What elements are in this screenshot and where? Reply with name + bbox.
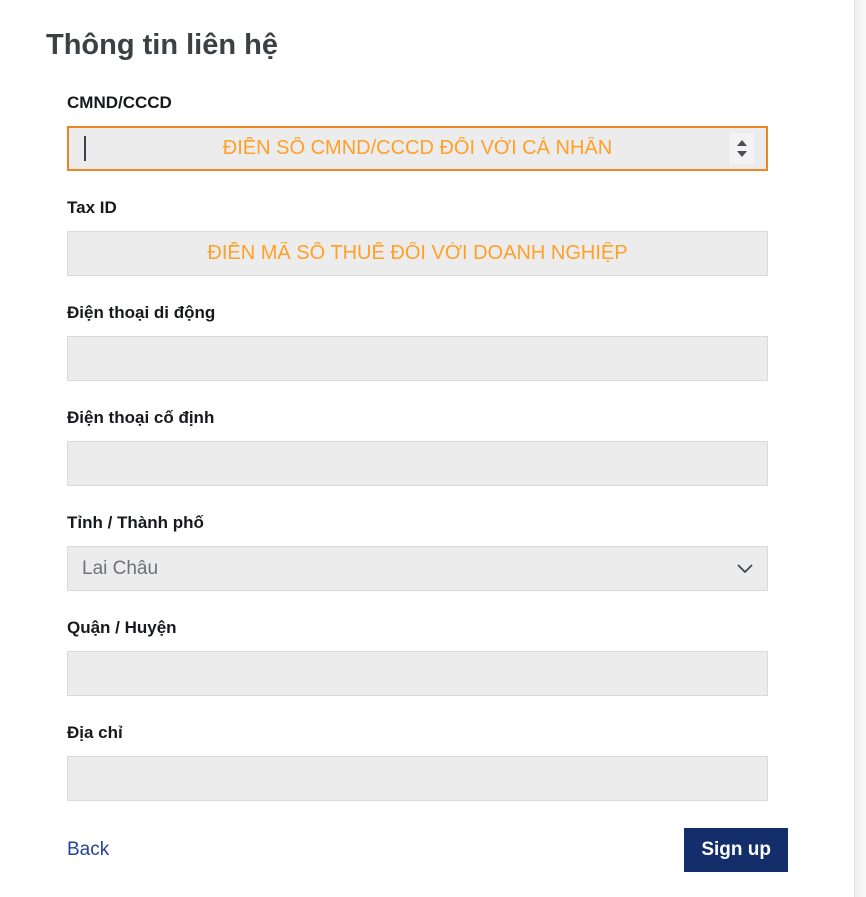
field-group-district bbox=[67, 618, 768, 696]
page-title: Thông tin liên hệ bbox=[46, 29, 278, 61]
cmnd-label: CMND/CCCD bbox=[67, 93, 172, 112]
form-actions bbox=[67, 828, 788, 872]
tax-id-input[interactable] bbox=[67, 231, 768, 276]
cmnd-input[interactable] bbox=[67, 126, 768, 171]
mobile-phone-control bbox=[67, 336, 768, 381]
district-control bbox=[67, 651, 768, 696]
district-label: Quận / Huyện bbox=[67, 618, 177, 637]
address-label: Địa chỉ bbox=[67, 723, 123, 742]
field-group-mobile-phone bbox=[67, 303, 768, 381]
contact-form bbox=[67, 93, 768, 801]
signup-button[interactable]: Sign up bbox=[684, 828, 788, 872]
province-selected-value: Lai Châu bbox=[82, 557, 159, 579]
cmnd-control bbox=[67, 126, 768, 171]
mobile-phone-input[interactable] bbox=[67, 336, 768, 381]
number-spinner[interactable] bbox=[730, 133, 754, 164]
field-group-province bbox=[67, 513, 768, 591]
tax-id-control bbox=[67, 231, 768, 276]
mobile-phone-label: Điện thoại di động bbox=[67, 303, 216, 322]
field-group-address bbox=[67, 723, 768, 801]
field-group-cmnd bbox=[67, 93, 768, 171]
landline-phone-control bbox=[67, 441, 768, 486]
page-edge-strip bbox=[854, 0, 866, 897]
field-group-landline-phone bbox=[67, 408, 768, 486]
province-label: Tỉnh / Thành phố bbox=[67, 513, 204, 532]
tax-id-label: Tax ID bbox=[67, 198, 117, 217]
chevron-down-icon bbox=[737, 564, 753, 574]
spinner-up-icon[interactable] bbox=[737, 140, 747, 146]
address-input[interactable] bbox=[67, 756, 768, 801]
district-input[interactable] bbox=[67, 651, 768, 696]
landline-phone-label: Điện thoại cố định bbox=[67, 408, 215, 427]
text-cursor bbox=[84, 136, 86, 161]
field-group-tax-id bbox=[67, 198, 768, 276]
spinner-down-icon[interactable] bbox=[737, 151, 747, 157]
province-select[interactable] bbox=[67, 546, 768, 591]
landline-phone-input[interactable] bbox=[67, 441, 768, 486]
address-control bbox=[67, 756, 768, 801]
back-link[interactable]: Back bbox=[67, 839, 110, 860]
